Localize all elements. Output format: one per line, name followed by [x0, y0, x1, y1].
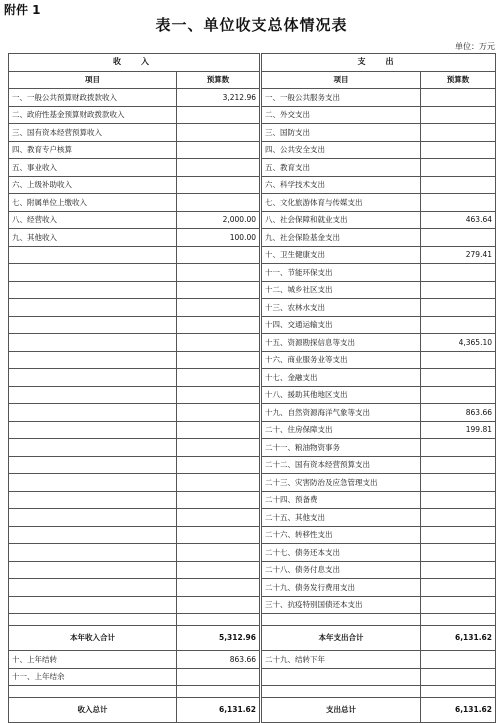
carry-row: [9, 651, 496, 669]
page-title: 表一、单位收支总体情况表: [155, 16, 348, 34]
expense-item: 四、公共安全支出: [261, 141, 421, 159]
spacer-cell: [421, 614, 496, 626]
income-section-title: 收 入: [9, 54, 261, 72]
expense-value: 279.41: [421, 246, 496, 264]
table-row: [9, 561, 496, 579]
table-row: [9, 316, 496, 334]
carry-expense-value: [421, 668, 496, 686]
income-value: [177, 509, 261, 527]
expense-item: 十一、节能环保支出: [261, 264, 421, 282]
income-value: [177, 246, 261, 264]
table-row: [9, 211, 496, 229]
grand-total-row: [9, 698, 496, 723]
income-value: [177, 194, 261, 212]
expense-item: 十九、自然资源海洋气象等支出: [261, 404, 421, 422]
budget-table: [8, 53, 496, 723]
income-value: [177, 404, 261, 422]
expense-item: 十三、农林水支出: [261, 299, 421, 317]
expense-value: [421, 491, 496, 509]
income-item: 三、国有资本经营预算收入: [9, 124, 177, 142]
table-row: [9, 439, 496, 457]
income-value: [177, 474, 261, 492]
income-value: [177, 351, 261, 369]
expense-item: 十七、金融支出: [261, 369, 421, 387]
income-value: [177, 369, 261, 387]
expense-item: 二十四、预备费: [261, 491, 421, 509]
expense-item: 二十七、债务还本支出: [261, 544, 421, 562]
income-item: [9, 491, 177, 509]
income-value: [177, 124, 261, 142]
section-header-row: [9, 54, 496, 72]
expense-item: 二十一、粮油物资事务: [261, 439, 421, 457]
table-row: [9, 334, 496, 352]
carry-expense-item: 二十九、结转下年: [261, 651, 421, 669]
expense-item: 十、卫生健康支出: [261, 246, 421, 264]
expense-item: 八、社会保障和就业支出: [261, 211, 421, 229]
year-income-total-label: 本年收入合计: [9, 626, 177, 651]
income-item: 六、上级补助收入: [9, 176, 177, 194]
expense-item: 十八、援助其他地区支出: [261, 386, 421, 404]
carry-row: [9, 668, 496, 686]
expense-item: 五、教育支出: [261, 159, 421, 177]
income-item: 四、教育专户核算: [9, 141, 177, 159]
expense-item: 六、科学技术支出: [261, 176, 421, 194]
income-item: 二、政府性基金预算财政拨款收入: [9, 106, 177, 124]
expense-value: [421, 526, 496, 544]
income-value: [177, 526, 261, 544]
expense-item: 十六、商业服务业等支出: [261, 351, 421, 369]
expense-item: 二十五、其他支出: [261, 509, 421, 527]
spacer-cell: [177, 614, 261, 626]
expense-value: 863.66: [421, 404, 496, 422]
expense-value: [421, 89, 496, 107]
expense-value: [421, 596, 496, 614]
income-item: [9, 264, 177, 282]
table-row: [9, 229, 496, 247]
expense-item: 二十三、灾害防治及应急管理支出: [261, 474, 421, 492]
table-row: [9, 141, 496, 159]
grand-expense-total-value: 6,131.62: [421, 698, 496, 723]
table-row: [9, 526, 496, 544]
table-row: [9, 544, 496, 562]
table-row: [9, 351, 496, 369]
expense-item: 三十、抗疫特别国债还本支出: [261, 596, 421, 614]
carry-expense-value: [421, 651, 496, 669]
table-row: [9, 281, 496, 299]
income-value: [177, 544, 261, 562]
carry-income-value: [177, 668, 261, 686]
expense-value: [421, 369, 496, 387]
income-value: 3,212.96: [177, 89, 261, 107]
expense-item: 十五、资源勘探信息等支出: [261, 334, 421, 352]
income-value: [177, 176, 261, 194]
expense-value: [421, 299, 496, 317]
expense-item: 二十、住房保障支出: [261, 421, 421, 439]
income-item: [9, 334, 177, 352]
income-item: [9, 596, 177, 614]
table-row: [9, 159, 496, 177]
expense-budget-header: 预算数: [421, 71, 496, 89]
income-item-header: 项目: [9, 71, 177, 89]
income-item: [9, 421, 177, 439]
carry-income-item: 十一、上年结余: [9, 668, 177, 686]
expense-value: [421, 509, 496, 527]
expense-item: 七、文化旅游体育与传媒支出: [261, 194, 421, 212]
income-value: [177, 264, 261, 282]
expense-value: [421, 141, 496, 159]
income-item: [9, 404, 177, 422]
income-item: [9, 561, 177, 579]
carry-income-item: 十、上年结转: [9, 651, 177, 669]
income-item: [9, 509, 177, 527]
income-value: [177, 106, 261, 124]
year-total-row: [9, 626, 496, 651]
expense-value: [421, 579, 496, 597]
table-row: [9, 194, 496, 212]
expense-item: 三、国防支出: [261, 124, 421, 142]
carry-income-value: 863.66: [177, 651, 261, 669]
table-row: [9, 491, 496, 509]
expense-value: 463.64: [421, 211, 496, 229]
expense-item: 二十九、债务发行费用支出: [261, 579, 421, 597]
expense-value: [421, 456, 496, 474]
expense-value: [421, 159, 496, 177]
expense-value: [421, 264, 496, 282]
expense-value: [421, 316, 496, 334]
table-row: [9, 456, 496, 474]
year-expense-total-value: 6,131.62: [421, 626, 496, 651]
expense-value: [421, 106, 496, 124]
income-value: [177, 439, 261, 457]
table-row: [9, 106, 496, 124]
income-item: [9, 369, 177, 387]
spacer-row: [9, 614, 496, 626]
expense-value: [421, 474, 496, 492]
income-item: [9, 579, 177, 597]
income-value: [177, 596, 261, 614]
income-value: [177, 159, 261, 177]
carry-expense-item: [261, 668, 421, 686]
income-item: 九、其他收入: [9, 229, 177, 247]
year-expense-total-label: 本年支出合计: [261, 626, 421, 651]
income-value: [177, 491, 261, 509]
expense-section-title: 支 出: [261, 54, 496, 72]
table-row: [9, 246, 496, 264]
grand-income-total-value: 6,131.62: [177, 698, 261, 723]
attachment-label: 附件 1: [4, 3, 41, 17]
year-income-total-value: 5,312.96: [177, 626, 261, 651]
spacer-cell: [261, 614, 421, 626]
spacer-cell: [9, 614, 177, 626]
expense-value: [421, 439, 496, 457]
income-value: [177, 386, 261, 404]
income-item: [9, 439, 177, 457]
table-row: [9, 579, 496, 597]
table-row: [9, 124, 496, 142]
grand-income-total-label: 收入总计: [9, 698, 177, 723]
income-item: [9, 281, 177, 299]
income-value: [177, 579, 261, 597]
table-row: [9, 369, 496, 387]
expense-value: [421, 194, 496, 212]
income-value: [177, 561, 261, 579]
income-item: 五、事业收入: [9, 159, 177, 177]
table-row: [9, 264, 496, 282]
income-value: 100.00: [177, 229, 261, 247]
income-value: [177, 316, 261, 334]
table-row: [9, 509, 496, 527]
expense-value: [421, 124, 496, 142]
expense-item: 二十六、转移性支出: [261, 526, 421, 544]
expense-value: 199.81: [421, 421, 496, 439]
income-value: [177, 421, 261, 439]
expense-item-header: 项目: [261, 71, 421, 89]
expense-value: [421, 561, 496, 579]
income-value: [177, 299, 261, 317]
expense-value: [421, 351, 496, 369]
income-item: [9, 526, 177, 544]
income-item: 一、一般公共预算财政拨款收入: [9, 89, 177, 107]
expense-item: 二十二、国有资本经营预算支出: [261, 456, 421, 474]
income-item: [9, 316, 177, 334]
income-budget-header: 预算数: [177, 71, 261, 89]
expense-value: [421, 544, 496, 562]
expense-value: [421, 281, 496, 299]
unit-label: 单位：万元: [455, 42, 495, 51]
grand-expense-total-label: 支出总计: [261, 698, 421, 723]
table-row: [9, 421, 496, 439]
expense-item: 二、外交支出: [261, 106, 421, 124]
expense-item: 九、社会保险基金支出: [261, 229, 421, 247]
table-row: [9, 299, 496, 317]
income-item: [9, 299, 177, 317]
table-row: [9, 404, 496, 422]
expense-value: 4,365.10: [421, 334, 496, 352]
income-item: [9, 456, 177, 474]
table-row: [9, 474, 496, 492]
expense-value: [421, 176, 496, 194]
income-value: [177, 141, 261, 159]
income-value: [177, 334, 261, 352]
table-row: [9, 176, 496, 194]
expense-item: 十四、交通运输支出: [261, 316, 421, 334]
income-value: [177, 456, 261, 474]
income-item: 七、附属单位上缴收入: [9, 194, 177, 212]
income-value: [177, 281, 261, 299]
table-row: [9, 596, 496, 614]
income-item: [9, 246, 177, 264]
expense-item: 二十八、债务付息支出: [261, 561, 421, 579]
table-row: [9, 89, 496, 107]
expense-value: [421, 229, 496, 247]
column-header-row: [9, 71, 496, 89]
expense-item: 一、一般公共服务支出: [261, 89, 421, 107]
income-item: 八、经营收入: [9, 211, 177, 229]
income-item: [9, 351, 177, 369]
income-value: 2,000.00: [177, 211, 261, 229]
income-item: [9, 386, 177, 404]
table-row: [9, 386, 496, 404]
expense-value: [421, 386, 496, 404]
income-item: [9, 474, 177, 492]
income-item: [9, 544, 177, 562]
expense-item: 十二、城乡社区支出: [261, 281, 421, 299]
